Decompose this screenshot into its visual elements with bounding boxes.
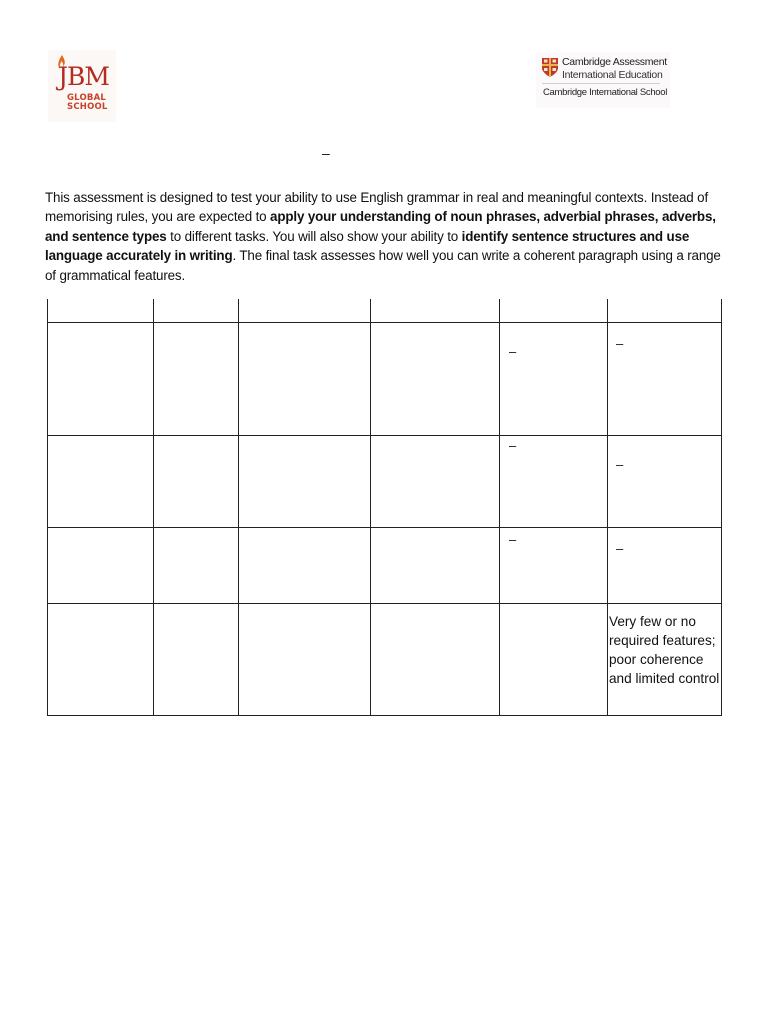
jbm-subtitle-school: SCHOOL <box>67 102 108 112</box>
cambridge-assessment-logo <box>536 52 670 108</box>
table-header-row <box>48 299 721 323</box>
cell-dash: – <box>616 336 624 351</box>
cambridge-logo-line-3: Cambridge International School <box>543 87 668 98</box>
intro-text-2: to different tasks. You will also show your ability to <box>166 228 462 244</box>
cell-dash: – <box>509 532 517 547</box>
table-row-2 <box>48 435 721 528</box>
jbm-subtitle-global: GLOBAL <box>67 93 106 103</box>
column-divider <box>153 299 154 715</box>
cambridge-logo-line-1: Cambridge Assessment <box>562 56 667 68</box>
rubric-cell-descriptor: Very few or no required features; poor coherence and limited control <box>609 614 720 686</box>
column-divider <box>370 299 371 715</box>
column-divider <box>238 299 239 715</box>
jbm-wordmark: JBM <box>58 62 109 91</box>
rubric-table <box>47 299 722 716</box>
cambridge-logo-divider <box>542 83 660 84</box>
column-divider <box>607 299 608 715</box>
intro-bold-2: identify sentence structures and use language accurately in writing <box>45 228 690 264</box>
column-divider <box>499 299 500 715</box>
cambridge-logo-line-2: International Education <box>562 69 663 81</box>
intro-paragraph <box>45 188 735 285</box>
cell-dash: – <box>616 541 624 556</box>
intro-text-1: This assessment is designed to test your ability to use English grammar in real and meaningful contexts. Instead of memorising rules, you are expected to <box>45 190 709 225</box>
title-dash: – <box>322 145 330 161</box>
cell-dash: – <box>509 438 517 453</box>
cell-dash: – <box>509 344 517 359</box>
jbm-global-school-logo <box>48 50 116 122</box>
cambridge-shield-icon <box>542 58 558 77</box>
cell-dash: – <box>616 457 624 472</box>
intro-text-3: . The final task assesses how well you can write a coherent paragraph using a range of grammatical features. <box>45 248 721 283</box>
table-row-3 <box>48 527 721 604</box>
intro-bold-1: apply your understanding of noun phrases, adverbial phrases, adverbs, and sentence types <box>45 209 716 244</box>
